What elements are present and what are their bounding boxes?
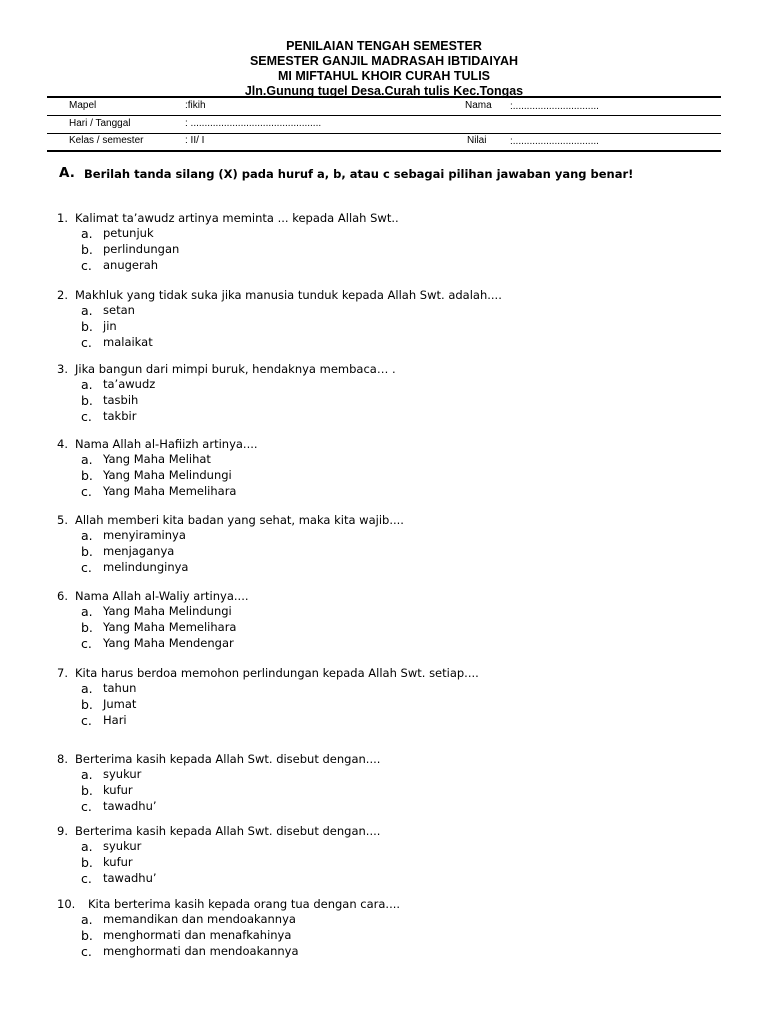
option-text: melindunginya [103, 559, 189, 574]
question-6 [57, 588, 737, 651]
option-letter: a. [81, 377, 93, 392]
question-stem [57, 588, 737, 604]
info-rule-2 [47, 133, 721, 134]
option-text: menghormati dan mendoakannya [103, 943, 299, 958]
option-letter: c. [81, 559, 92, 575]
question-9 [57, 823, 737, 886]
option-text: takbir [103, 408, 137, 423]
answer-option[interactable] [57, 528, 737, 544]
option-letter: c. [81, 408, 92, 424]
option-text: Yang Maha Melindungi [103, 467, 232, 482]
answer-option[interactable] [57, 468, 737, 484]
section-letter: A. [59, 165, 75, 181]
nama-label: Nama [465, 100, 492, 111]
question-2 [57, 287, 737, 350]
answer-option[interactable] [57, 944, 737, 960]
question-text: Kalimat ta’awudz artinya meminta ... kepada Allah Swt.. [75, 211, 399, 225]
header-rule-top [47, 96, 721, 98]
question-stem [57, 823, 737, 839]
option-text: Yang Maha Memelihara [103, 483, 237, 498]
option-letter: b. [81, 543, 93, 559]
option-text: perlindungan [103, 241, 180, 256]
answer-option[interactable] [57, 767, 737, 783]
option-letter: a. [81, 839, 93, 854]
hari-tanggal-field[interactable]: : ............................................... [185, 118, 322, 129]
option-text: menyiraminya [103, 528, 186, 542]
option-letter: c. [81, 943, 92, 959]
answer-option[interactable] [57, 377, 737, 393]
option-text: tawadhu’ [103, 798, 157, 813]
option-text: Yang Maha Mendengar [103, 635, 234, 650]
question-number: 1. [57, 211, 68, 225]
option-letter: c. [81, 635, 92, 651]
question-text: Makhluk yang tidak suka jika manusia tunduk kepada Allah Swt. adalah.... [75, 288, 502, 302]
option-letter: a. [81, 767, 93, 782]
answer-option[interactable] [57, 928, 737, 944]
answer-option[interactable] [57, 855, 737, 871]
answer-option[interactable] [57, 713, 737, 729]
option-letter: c. [81, 798, 92, 814]
answer-option[interactable] [57, 783, 737, 799]
question-text: Kita berterima kasih kepada orang tua dengan cara.... [88, 897, 401, 911]
option-letter: b. [81, 854, 93, 870]
option-letter: b. [81, 392, 93, 408]
option-letter: a. [81, 604, 93, 619]
question-text: Allah memberi kita badan yang sehat, maka kita wajib.... [75, 513, 404, 527]
answer-option[interactable] [57, 912, 737, 928]
option-letter: c. [81, 257, 92, 273]
option-letter: b. [81, 619, 93, 635]
answer-option[interactable] [57, 258, 737, 274]
question-text: Kita harus berdoa memohon perlindungan kepada Allah Swt. setiap.... [75, 666, 479, 680]
question-stem [57, 287, 737, 303]
question-10 [57, 896, 737, 959]
answer-option[interactable] [57, 319, 737, 335]
mapel-value: :fikih [185, 100, 206, 111]
option-text: syukur [103, 839, 142, 853]
option-text: tasbih [103, 392, 139, 407]
answer-option[interactable] [57, 484, 737, 500]
option-text: Yang Maha Memelihara [103, 619, 237, 634]
question-text: Berterima kasih kepada Allah Swt. disebut dengan.... [75, 824, 381, 838]
question-number: 5. [57, 513, 68, 527]
option-letter: b. [81, 467, 93, 483]
option-text: tahun [103, 681, 137, 695]
question-text: Jika bangun dari mimpi buruk, hendaknya membaca… . [75, 362, 396, 376]
mapel-label: Mapel [69, 100, 97, 111]
option-text: menghormati dan menafkahinya [103, 927, 292, 942]
question-5 [57, 512, 737, 575]
info-rule-bottom [47, 150, 721, 152]
question-number: 2. [57, 288, 68, 302]
answer-option[interactable] [57, 242, 737, 258]
answer-option[interactable] [57, 335, 737, 351]
question-3 [57, 361, 737, 424]
header-address: Jln.Gunung tugel Desa.Curah tulis Kec.Tongas [244, 84, 524, 98]
question-number: 4. [57, 437, 68, 451]
question-stem [57, 896, 737, 912]
answer-option[interactable] [57, 871, 737, 887]
question-stem [57, 751, 737, 767]
section-instruction-text: Berilah tanda silang (X) pada huruf a, b, atau c sebagai pilihan jawaban yang benar! [84, 167, 634, 181]
option-letter: b. [81, 318, 93, 334]
answer-option[interactable] [57, 409, 737, 425]
option-letter: b. [81, 927, 93, 943]
question-stem [57, 210, 737, 226]
hari-tanggal-label: Hari / Tanggal [69, 118, 131, 129]
answer-option[interactable] [57, 393, 737, 409]
option-letter: c. [81, 334, 92, 350]
option-text: tawadhu’ [103, 870, 157, 885]
answer-option[interactable] [57, 620, 737, 636]
option-letter: a. [81, 452, 93, 467]
question-text: Nama Allah al-Hafiizh artinya.... [75, 437, 258, 451]
info-rule-1 [47, 115, 721, 116]
question-8 [57, 751, 737, 814]
question-stem [57, 361, 737, 377]
option-text: setan [103, 303, 135, 317]
option-text: jin [103, 318, 117, 333]
question-number: 7. [57, 666, 68, 680]
option-text: ta’awudz [103, 377, 156, 391]
option-text: syukur [103, 767, 142, 781]
question-stem [57, 665, 737, 681]
question-number: 8. [57, 752, 68, 766]
question-number: 6. [57, 589, 68, 603]
header-title: PENILAIAN TENGAH SEMESTER [286, 39, 482, 53]
option-letter: c. [81, 483, 92, 499]
answer-option[interactable] [57, 303, 737, 319]
kelas-semester-label: Kelas / semester [69, 135, 144, 146]
question-7 [57, 665, 737, 728]
nilai-label: Nilai [467, 135, 487, 146]
option-letter: c. [81, 870, 92, 886]
answer-option[interactable] [57, 560, 737, 576]
question-number: 9. [57, 824, 68, 838]
question-number: 3. [57, 362, 68, 376]
option-text: Yang Maha Melihat [103, 452, 211, 466]
question-text: Berterima kasih kepada Allah Swt. disebut dengan.... [75, 752, 381, 766]
answer-option[interactable] [57, 452, 737, 468]
answer-option[interactable] [57, 799, 737, 815]
header-subtitle: SEMESTER GANJIL MADRASAH IBTIDAIYAH [249, 54, 519, 68]
section-a-instruction [59, 165, 699, 181]
option-letter: a. [81, 226, 93, 241]
nama-field[interactable]: :............................... [510, 101, 599, 112]
header-school-name: MI MIFTAHUL KHOIR CURAH TULIS [277, 69, 491, 83]
option-text: malaikat [103, 334, 153, 349]
answer-option[interactable] [57, 544, 737, 560]
answer-option[interactable] [57, 604, 737, 620]
option-letter: c. [81, 712, 92, 728]
question-text: Nama Allah al-Waliy artinya.... [75, 589, 249, 603]
question-4 [57, 436, 737, 499]
option-text: Jumat [103, 696, 137, 711]
option-letter: a. [81, 303, 93, 318]
option-text: petunjuk [103, 226, 154, 240]
option-letter: b. [81, 782, 93, 798]
option-text: kufur [103, 854, 133, 869]
question-1 [57, 210, 737, 273]
option-text: Yang Maha Melindungi [103, 604, 232, 618]
document-header [0, 39, 768, 99]
answer-option[interactable] [57, 681, 737, 697]
nilai-field[interactable]: :............................... [510, 136, 599, 147]
question-number: 10. [57, 897, 76, 911]
option-letter: a. [81, 912, 93, 927]
option-letter: a. [81, 681, 93, 696]
question-stem [57, 512, 737, 528]
kelas-semester-value: : II/ I [185, 135, 205, 146]
option-text: memandikan dan mendoakannya [103, 912, 296, 926]
question-stem [57, 436, 737, 452]
option-letter: b. [81, 241, 93, 257]
option-text: kufur [103, 782, 133, 797]
option-letter: b. [81, 696, 93, 712]
answer-option[interactable] [57, 636, 737, 652]
answer-option[interactable] [57, 697, 737, 713]
answer-option[interactable] [57, 839, 737, 855]
option-letter: a. [81, 528, 93, 543]
answer-option[interactable] [57, 226, 737, 242]
option-text: Hari [103, 712, 127, 727]
option-text: anugerah [103, 257, 159, 272]
option-text: menjaganya [103, 543, 175, 558]
